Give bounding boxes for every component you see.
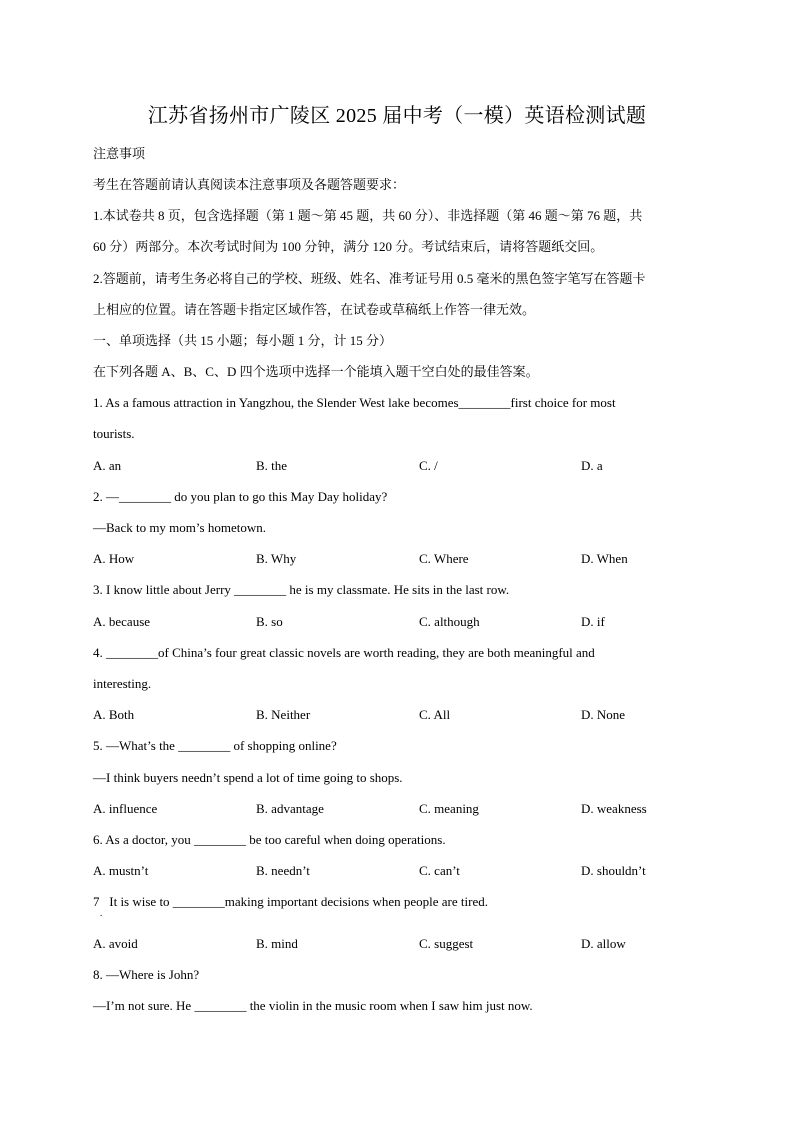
option-a: A. avoid xyxy=(93,936,138,951)
question-2-line-1: 2. —________ do you plan to go this May Day holiday? xyxy=(93,489,388,504)
question-4-line-2: interesting. xyxy=(93,676,152,691)
question-7-line-1: 7 It is wise to ________making important decisions when people are tired. xyxy=(93,894,488,909)
option-d: D. allow xyxy=(581,936,626,951)
option-b: B. needn’t xyxy=(256,863,310,878)
option-a: A. mustn’t xyxy=(93,863,149,878)
option-c: C. meaning xyxy=(419,801,479,816)
notice-item-2-line-1: 2.答题前，请考生务必将自己的学校、班级、姓名、准考证号用 0.5 毫米的黑色签字笔写在答题卡 xyxy=(93,271,646,286)
option-d: D. weakness xyxy=(581,801,647,816)
question-4-line-1: 4. ________of China’s four great classic novels are worth reading, they are both meaningful and xyxy=(93,645,595,660)
option-c: C. can’t xyxy=(419,863,460,878)
option-b: B. mind xyxy=(256,936,298,951)
option-a: A. How xyxy=(93,551,135,566)
question-5-line-2: —I think buyers needn’t spend a lot of time going to shops. xyxy=(93,770,403,785)
option-a: A. an xyxy=(93,458,122,473)
option-a: A. because xyxy=(93,614,151,629)
option-b: B. the xyxy=(256,458,288,473)
exam-title: 江苏省扬州市广陵区 2025 届中考（一模）英语检测试题 xyxy=(147,105,647,127)
notice-item-1-line-1: 1.本试卷共 8 页，包含选择题（第 1 题～第 45 题，共 60 分）、非选择题（第 46 题～第 76 题，共 xyxy=(93,208,643,223)
section-heading: 一、单项选择（共 15 小题；每小题 1 分，计 15 分） xyxy=(93,333,393,348)
option-b: B. Why xyxy=(256,551,297,566)
option-a: A. influence xyxy=(93,801,158,816)
stray-mark: . xyxy=(100,908,103,918)
option-c: C. All xyxy=(419,707,451,722)
question-2-line-2: —Back to my mom’s hometown. xyxy=(93,520,266,535)
option-b: B. so xyxy=(256,614,283,629)
option-d: D. None xyxy=(581,707,626,722)
option-d: D. if xyxy=(581,614,605,629)
question-1-line-1: 1. As a famous attraction in Yangzhou, the Slender West lake becomes________first choice for most xyxy=(93,395,616,410)
option-c: C. / xyxy=(419,458,438,473)
section-instruction: 在下列各题 A、B、C、D 四个选项中选择一个能填入题干空白处的最佳答案。 xyxy=(93,364,539,379)
option-b: B. advantage xyxy=(256,801,324,816)
question-8-line-2: —I’m not sure. He ________ the violin in the music room when I saw him just now. xyxy=(93,998,533,1013)
notice-item-2-line-2: 上相应的位置。请在答题卡指定区域作答，在试卷或草稿纸上作答一律无效。 xyxy=(93,302,536,317)
question-1-line-2: tourists. xyxy=(93,426,135,441)
question-5-line-1: 5. —What’s the ________ of shopping online? xyxy=(93,738,337,753)
notice-heading: 注意事项 xyxy=(93,146,146,161)
option-d: D. a xyxy=(581,458,603,473)
option-c: C. although xyxy=(419,614,480,629)
option-c: C. suggest xyxy=(419,936,474,951)
option-c: C. Where xyxy=(419,551,469,566)
option-b: B. Neither xyxy=(256,707,311,722)
option-a: A. Both xyxy=(93,707,135,722)
question-8-line-1: 8. —Where is John? xyxy=(93,967,200,982)
option-d: D. When xyxy=(581,551,628,566)
notice-item-1-line-2: 60 分）两部分。本次考试时间为 100 分钟，满分 120 分。考试结束后，请将答题纸交回。 xyxy=(93,239,604,254)
question-6-line-1: 6. As a doctor, you ________ be too careful when doing operations. xyxy=(93,832,446,847)
question-3-line-1: 3. I know little about Jerry ________ he is my classmate. He sits in the last row. xyxy=(93,582,510,597)
notice-intro: 考生在答题前请认真阅读本注意事项及各题答题要求： xyxy=(93,177,406,192)
option-d: D. shouldn’t xyxy=(581,863,646,878)
